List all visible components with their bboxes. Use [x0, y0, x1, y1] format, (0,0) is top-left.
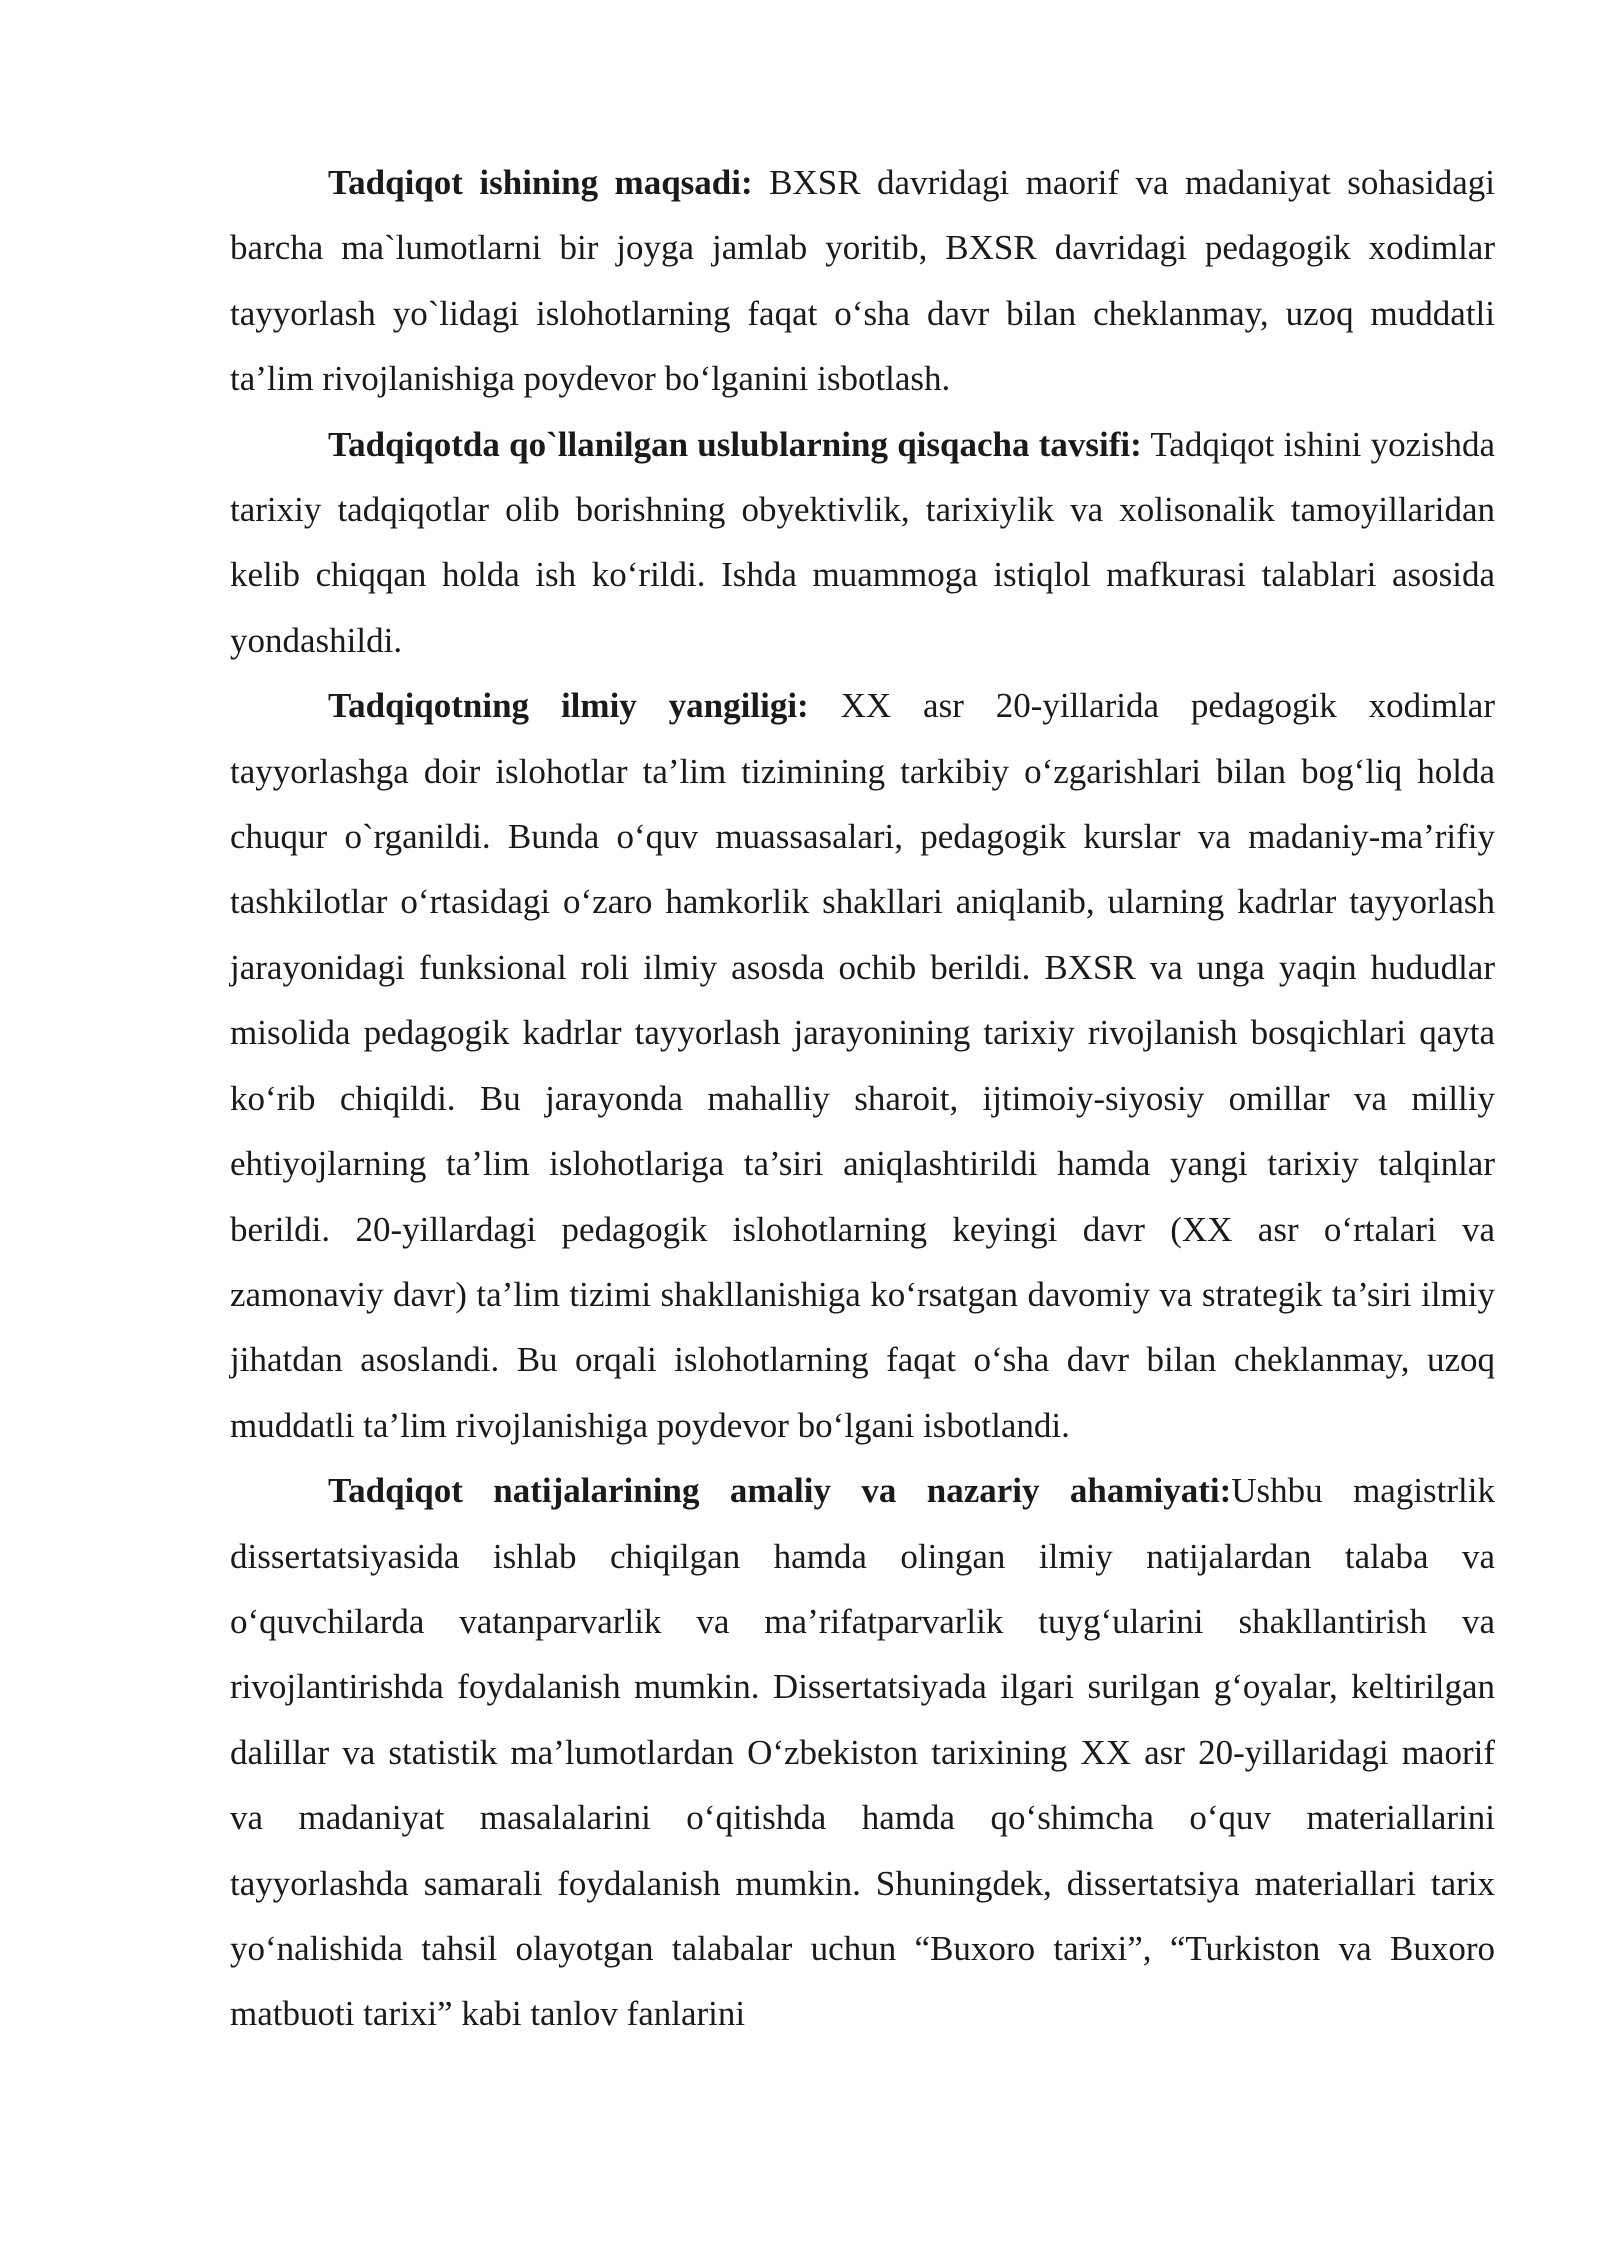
paragraph-novelty [230, 673, 1495, 1458]
heading-research-goal: Tadqiqot ishining maqsadi: [328, 163, 753, 202]
text-methods: Tadqiqot ishini yozishda tarixiy tadqiqotlar olib borishning obyektivlik, tarixiylik va xolisonalik tamoyillaridan kelib chiqqan holda ish ko‘rildi. Ishda muammoga istiqlol mafkurasi talablari asosida yondashildi. [230, 424, 1495, 660]
text-significance: Ushbu magistrlik dissertatsiyasida ishlab chiqilgan hamda olingan ilmiy natijalardan talaba va o‘quvchilarda vatanparvarlik va ma’rifatparvarlik tuyg‘ularini shakllantirish va rivojlantirishda foydalanish mumkin. Dissertatsiyada ilgari surilgan g‘oyalar, keltirilgan dalillar va statistik ma’lumotlardan O‘zbekiston tarixining XX asr 20-yillaridagi maorif va madaniyat masalalarini o‘qitishda hamda qo‘shimcha o‘quv materiallarini tayyorlashda samarali foydalanish mumkin. Shuningdek, dissertatsiya materiallari tarix yo‘nalishida tahsil olayotgan talabalar uchun “Buxoro tarixi”, “Turkiston va Buxoro matbuoti tarixi” kabi tanlov fanlarini [230, 1471, 1496, 2034]
paragraph-significance [230, 1458, 1495, 2047]
heading-novelty: Tadqiqotning ilmiy yangiligi: [328, 686, 809, 726]
paragraph-research-goal [230, 150, 1495, 412]
paragraph-methods [230, 412, 1495, 674]
text-novelty: XX asr 20-yillarida pedagogik xodimlar tayyorlashga doir islohotlar ta’lim tizimining tarkibiy o‘zgarishlari bilan bog‘liq holda chuqur o`rganildi. Bunda o‘quv muassasalari, pedagogik kurslar va madaniy-ma’rifiy tashkilotlar o‘rtasidagi o‘zaro hamkorlik shakllari aniqlanib, ularning kadrlar tayyorlash jarayonidagi funksional roli ilmiy asosda ochib berildi. BXSR va unga yaqin hududlar misolida pedagogik kadrlar tayyorlash jarayonining tarixiy rivojlanish bosqichlari qayta ko‘rib chiqildi. Bu jarayonda mahalliy sharoit, ijtimoiy-siyosiy omillar va milliy ehtiyojlarning ta’lim islohotlariga ta’siri aniqlashtirildi hamda yangi tarixiy talqinlar berildi. 20-yillardagi pedagogik islohotlarning keyingi davr (XX asr o‘rtalari va zamonaviy davr) ta’lim tizimi shakllanishiga ko‘rsatgan davomiy va strategik ta’siri ilmiy jihatdan asoslandi. Bu orqali islohotlarning faqat o‘sha davr bilan cheklanmay, uzoq muddatli ta’lim rivojlanishiga poydevor bo‘lgani isbotlandi. [230, 686, 1495, 1445]
document-page [230, 150, 1495, 2047]
heading-significance: Tadqiqot natijalarining amaliy va nazariy ahamiyati: [328, 1471, 1232, 1511]
text-research-goal: BXSR davridagi maorif va madaniyat sohasidagi barcha ma`lumotlarni bir joyga jamlab yoritib, BXSR davridagi pedagogik xodimlar tayyorlash yo`lidagi islohotlarning faqat o‘sha davr bilan cheklanmay, uzoq muddatli ta’lim rivojlanishiga poydevor bo‘lganini isbotlash. [230, 163, 1496, 399]
heading-methods: Tadqiqotda qo`llanilgan uslublarning qisqacha tavsifi: [328, 424, 1142, 464]
